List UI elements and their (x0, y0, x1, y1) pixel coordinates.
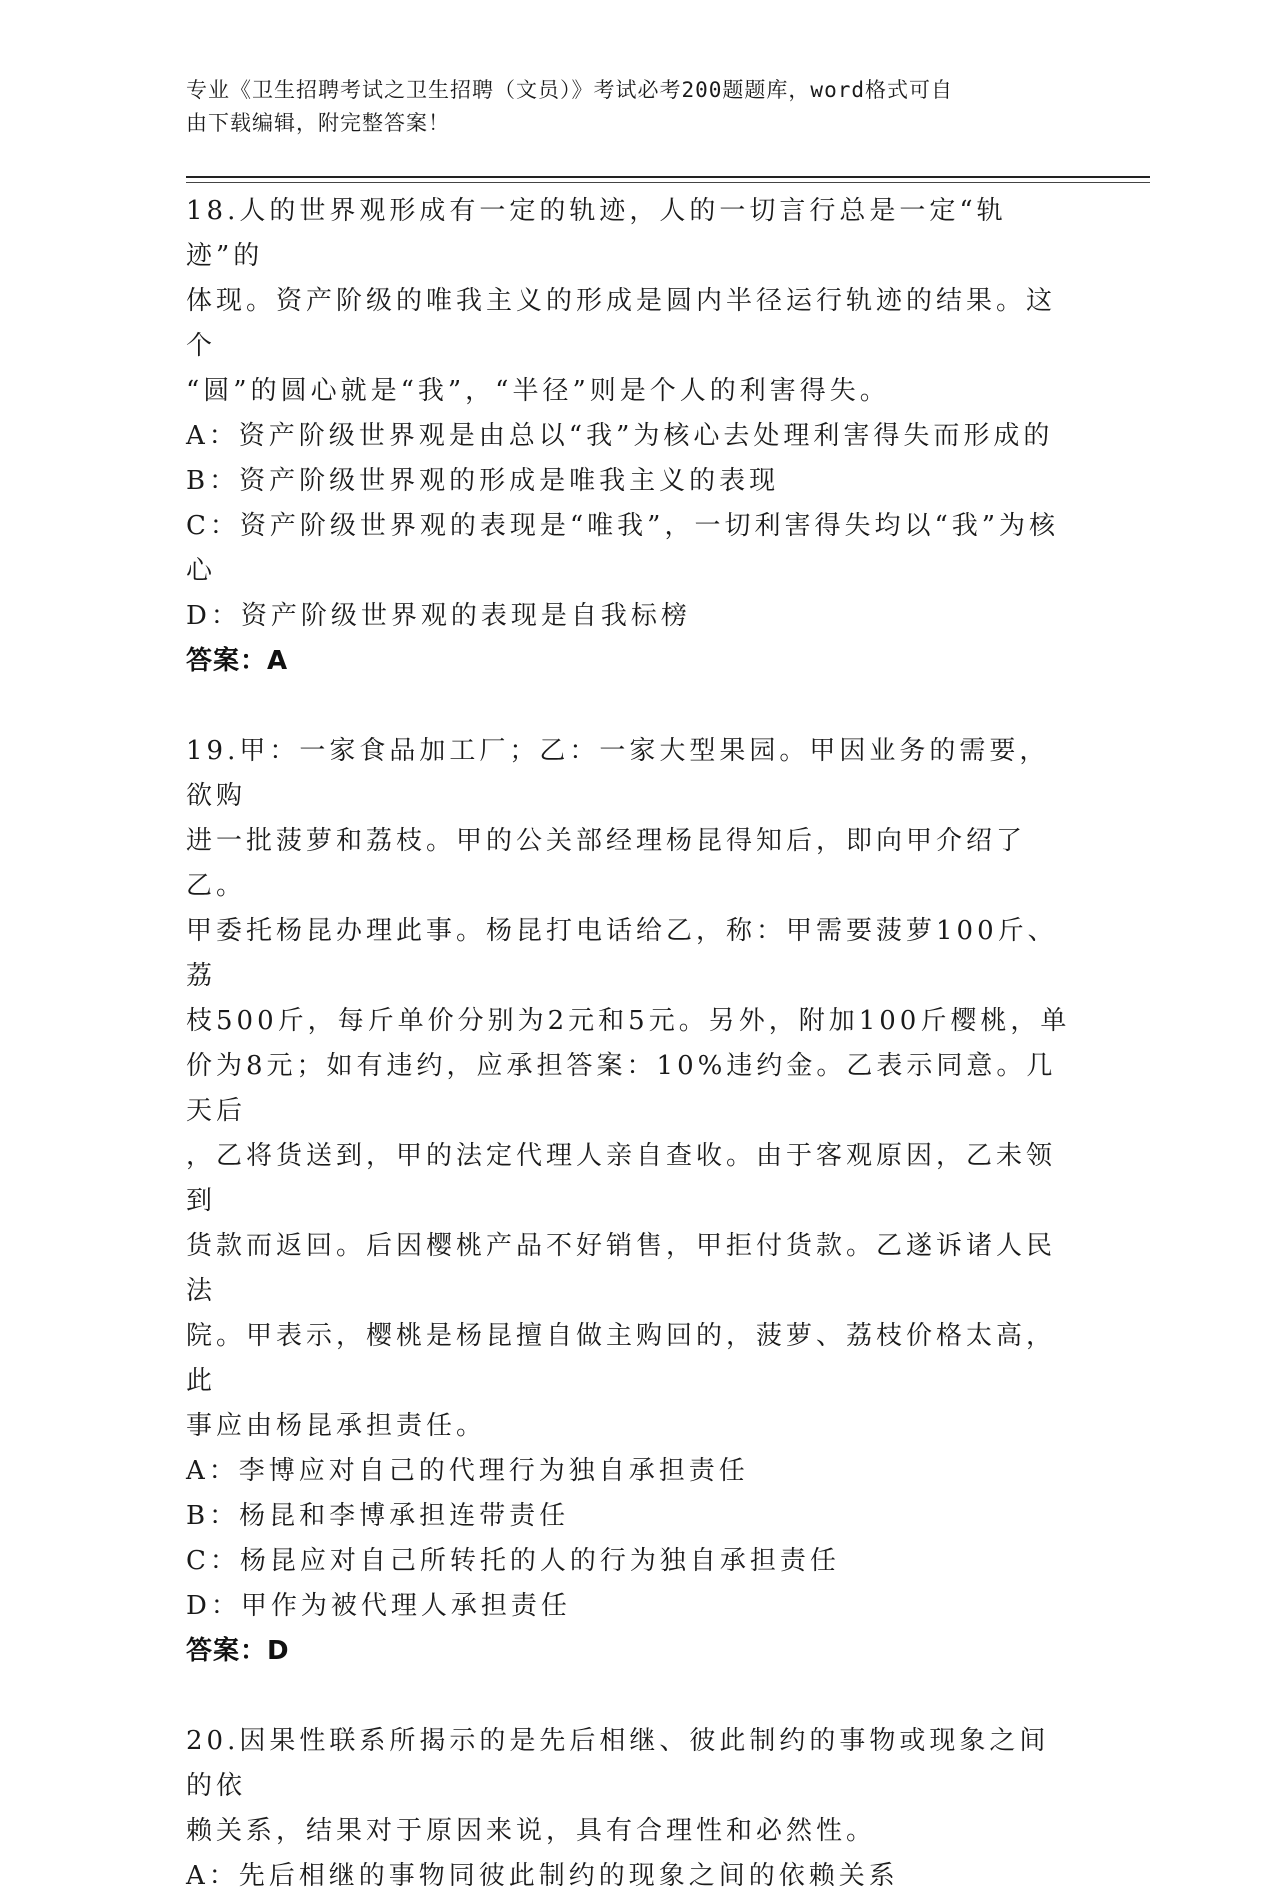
question-stem-line: “圆”的圆心就是“我”，“半径”则是个人的利害得失。 (186, 376, 890, 406)
question-stem-line: 货款而返回。后因樱桃产品不好销售，甲拒付货款。乙遂诉诸人民法 (186, 1231, 1057, 1306)
option-a: A：资产阶级世界观是由总以“我”为核心去处理利害得失而形成的 (186, 421, 1054, 451)
option-d: D：甲作为被代理人承担责任 (186, 1591, 571, 1621)
header-line-1: 专业《卫生招聘考试之卫生招聘（文员）》考试必考200题题库，word格式可自 (186, 78, 953, 102)
option-c: C：杨昆应对自己所转托的人的行为独自承担责任 (186, 1546, 840, 1576)
question-18 (186, 189, 1076, 684)
question-spacer (186, 1674, 1076, 1719)
question-stem-line: ，乙将货送到，甲的法定代理人亲自查收。由于客观原因，乙未领到 (186, 1141, 1057, 1216)
option-c-continued: 心 (186, 556, 217, 586)
question-stem-line: 事应由杨昆承担责任。 (186, 1411, 487, 1441)
question-stem-line: 枝500斤，每斤单价分别为2元和5元。另外，附加100斤樱桃，单 (186, 1006, 1071, 1036)
question-stem-line: 19.甲：一家食品加工厂；乙：一家大型果园。甲因业务的需要，欲购 (186, 736, 1050, 811)
answer-label: 答案：D (186, 1636, 290, 1666)
option-c: C：资产阶级世界观的表现是“唯我”，一切利害得失均以“我”为核 (186, 511, 1060, 541)
question-list (186, 189, 1076, 1899)
option-b: B：资产阶级世界观的形成是唯我主义的表现 (186, 466, 780, 496)
option-d: D：资产阶级世界观的表现是自我标榜 (186, 601, 691, 631)
header-line-2: 由下载编辑，附完整答案！ (186, 111, 450, 135)
option-b: B：杨昆和李博承担连带责任 (186, 1501, 570, 1531)
answer-label: 答案：A (186, 646, 289, 676)
question-20 (186, 1719, 1076, 1899)
question-stem-line: 进一批菠萝和荔枝。甲的公关部经理杨昆得知后，即向甲介绍了乙。 (186, 826, 1027, 901)
question-stem-line: 18.人的世界观形成有一定的轨迹，人的一切言行总是一定“轨迹”的 (186, 196, 1007, 271)
question-stem-line: 院。甲表示，樱桃是杨昆擅自做主购回的，菠萝、荔枝价格太高，此 (186, 1321, 1057, 1396)
option-a: A：李博应对自己的代理行为独自承担责任 (186, 1456, 749, 1486)
question-spacer (186, 684, 1076, 729)
header-divider-thin (186, 182, 1150, 183)
question-stem-line: 20.因果性联系所揭示的是先后相继、彼此制约的事物或现象之间的依 (186, 1726, 1050, 1801)
question-19 (186, 729, 1076, 1674)
question-stem-line: 体现。资产阶级的唯我主义的形成是圆内半径运行轨迹的结果。这个 (186, 286, 1057, 361)
header-divider-thick (186, 176, 1150, 178)
question-stem-line: 甲委托杨昆办理此事。杨昆打电话给乙，称：甲需要菠萝100斤、荔 (186, 916, 1058, 991)
document-header (186, 74, 1066, 140)
option-a: A：先后相继的事物同彼此制约的现象之间的依赖关系 (186, 1861, 899, 1891)
question-stem-line: 价为8元；如有违约，应承担答案：10%违约金。乙表示同意。几天后 (186, 1051, 1057, 1126)
question-stem-line: 赖关系，结果对于原因来说，具有合理性和必然性。 (186, 1816, 877, 1846)
